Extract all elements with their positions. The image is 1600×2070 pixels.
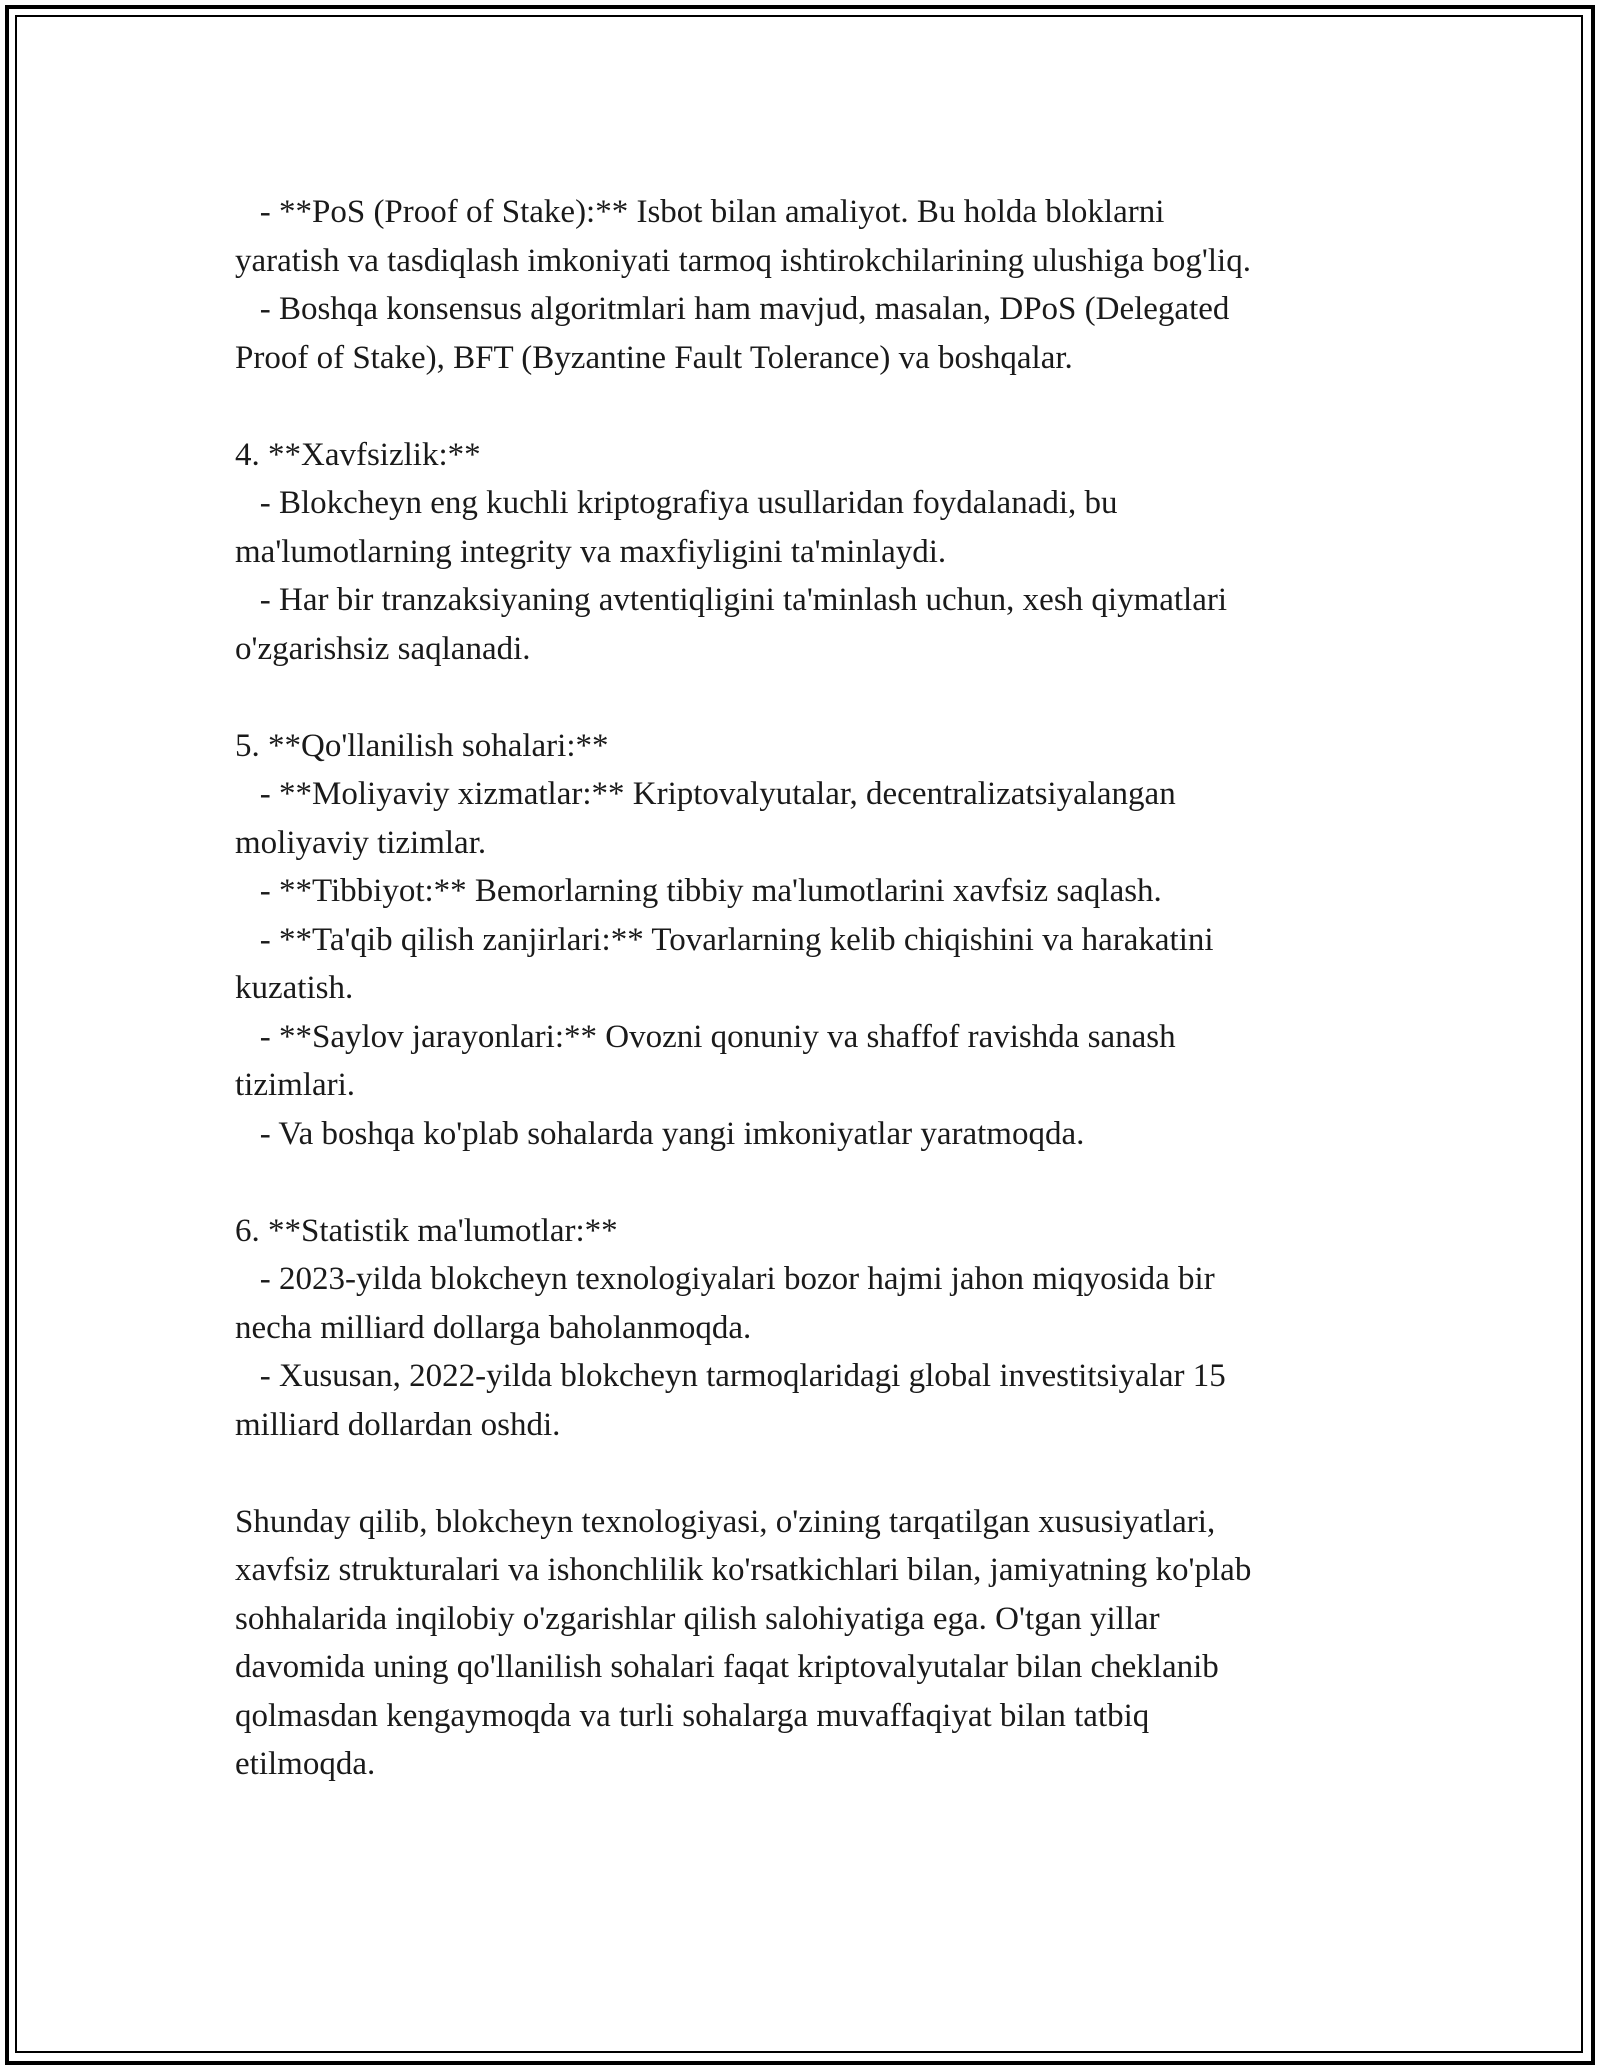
- document-body: [235, 188, 1395, 1789]
- blank-line: [235, 673, 1395, 722]
- text-line: - **Saylov jarayonlari:** Ovozni qonuniy va shaffof ravishda sanash: [235, 1018, 1176, 1055]
- text-line: o'zgarishsiz saqlanadi.: [235, 630, 531, 667]
- text-line: moliyaviy tizimlar.: [235, 824, 487, 861]
- section-heading: 5. **Qo'llanilish sohalari:**: [235, 727, 609, 764]
- text-line: - Blokcheyn eng kuchli kriptografiya usullaridan foydalanadi, bu: [235, 485, 1118, 521]
- text-line: - 2023-yilda blokcheyn texnologiyalari bozor hajmi jahon miqyosida bir: [235, 1261, 1215, 1297]
- blank-line: [235, 1449, 1395, 1498]
- conclusion-line: etilmoqda.: [235, 1746, 376, 1782]
- section-heading: 4. **Xavfsizlik:**: [235, 436, 481, 473]
- text-line: necha milliard dollarga baholanmoqda.: [235, 1309, 752, 1346]
- conclusion-line: qolmasdan kengaymoqda va turli sohalarga muvaffaqiyat bilan tatbiq: [235, 1697, 1150, 1734]
- blank-line: [235, 1158, 1395, 1207]
- text-line: kuzatish.: [235, 970, 354, 1006]
- text-line: - Boshqa konsensus algoritmlari ham mavjud, masalan, DPoS (Delegated: [235, 291, 1230, 327]
- text-line: - **PoS (Proof of Stake):** Isbot bilan amaliyot. Bu holda bloklarni: [235, 194, 1165, 230]
- text-line: ma'lumotlarning integrity va maxfiyligini ta'minlaydi.: [235, 533, 947, 570]
- conclusion-line: xavfsiz strukturalari va ishonchlilik ko'rsatkichlari bilan, jamiyatning ko'plab: [235, 1552, 1252, 1588]
- text-line: - **Tibbiyot:** Bemorlarning tibbiy ma'lumotlarini xavfsiz saqlash.: [235, 873, 1162, 909]
- conclusion-line: Shunday qilib, blokcheyn texnologiyasi, o'zining tarqatilgan xususiyatlari,: [235, 1503, 1216, 1540]
- text-line: yaratish va tasdiqlash imkoniyati tarmoq ishtirokchilarining ulushiga bog'liq.: [235, 242, 1251, 279]
- conclusion-line: davomida uning qo'llanilish sohalari faqat kriptovalyutalar bilan cheklanib: [235, 1649, 1219, 1685]
- text-line: milliard dollardan oshdi.: [235, 1406, 561, 1443]
- blank-line: [235, 382, 1395, 431]
- text-line: - **Moliyaviy xizmatlar:** Kriptovalyutalar, decentralizatsiyalangan: [235, 776, 1176, 812]
- text-line: Proof of Stake), BFT (Byzantine Fault Tolerance) va boshqalar.: [235, 339, 1073, 376]
- section-heading: 6. **Statistik ma'lumotlar:**: [235, 1212, 618, 1249]
- text-line: tizimlari.: [235, 1067, 356, 1103]
- text-line: - Har bir tranzaksiyaning avtentiqligini ta'minlash uchun, xesh qiymatlari: [235, 582, 1228, 618]
- text-line: - **Ta'qib qilish zanjirlari:** Tovarlarning kelib chiqishini va harakatini: [235, 921, 1214, 958]
- text-line: - Va boshqa ko'plab sohalarda yangi imkoniyatlar yaratmoqda.: [235, 1115, 1085, 1152]
- text-line: - Xususan, 2022-yilda blokcheyn tarmoqlaridagi global investitsiyalar 15: [235, 1358, 1226, 1394]
- conclusion-line: sohhalarida inqilobiy o'zgarishlar qilish salohiyatiga ega. O'tgan yillar: [235, 1600, 1160, 1637]
